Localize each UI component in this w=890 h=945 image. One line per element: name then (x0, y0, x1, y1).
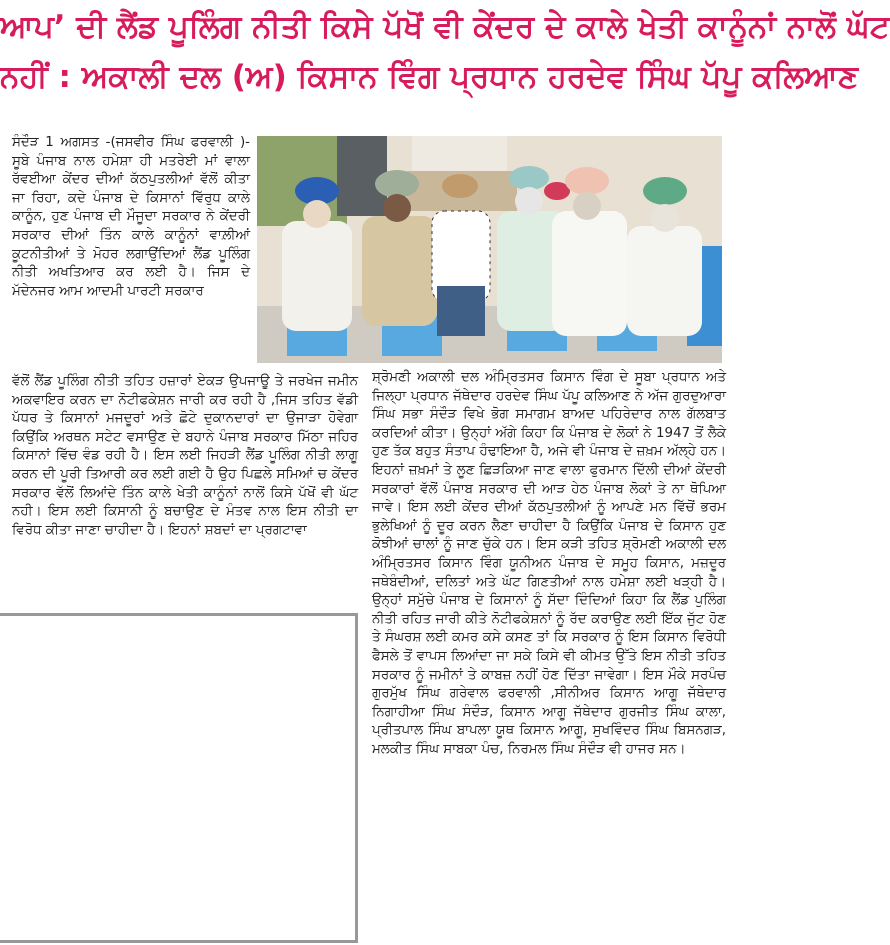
headline-line-1: ਆਪ’ ਦੀ ਲੈਂਡ ਪੂਲਿੰਗ ਨੀਤੀ ਕਿਸੇ ਪੱਖੋਂ ਵੀ ਕੇਂਦਰ ਦੇ ਕਾਲੇ ਖੇਤੀ ਕਾਨੂੰਨਾਂ ਨਾਲੋਂ ਘੱਟ (0, 9, 890, 45)
article-body-left-top: ਸੰਦੌੜ 1 ਅਗਸਤ -(ਜਸਵੀਰ ਸਿੰਘ ਫਰਵਾਲੀ )- ਸੂਬੇ ਪੰਜਾਬ ਨਾਲ ਹਮੇਸ਼ਾ ਹੀ ਮਤਰੇਈ ਮਾਂ ਵਾਲਾ ਰੱਵਈਆ ਕੇਂਦਰ ਦੀਆਂ ਕੱਠਪੁਤਲੀਆਂ ਵੱਲੋਂ ਕੀਤਾ ਜਾ ਰਿਹਾ, ਕਦੇ ਪੰਜਾਬ ਦੇ ਕਿਸਾਨਾਂ ਵਿੱਰੁਧ ਕਾਲੇ ਕਾਨੂੰਨ, ਹੁਣ ਪੰਜਾਬ ਦੀ ਮੌਜੂਦਾ ਸਰਕਾਰ ਨੇ ਕੇਂਦਰੀ ਸਰਕਾਰ ਦੀਆਂ ਤਿੰਨ ਕਾਲੇ ਕਾਨੂੰਨਾਂ ਵਾਲ਼ੀਆਂ ਕੂਟਨੀਤੀਆਂ ਤੇ ਮੋਹਰ ਲਗਾਉਂਦਿਆਂ ਲੈਂਡ ਪੂਲਿੰਗ ਨੀਤੀ ਅਖਤਿਆਰ ਕਰ ਲਈ ਹੈ। ਜਿਸ ਦੇ ਮੱਦੇਨਜਰ ਆਮ ਆਦਮੀ ਪਾਰਟੀ ਸਰਕਾਰ (12, 135, 250, 299)
blank-advertisement-box (0, 613, 358, 943)
article-body-right: ਸ਼੍ਰੋਮਣੀ ਅਕਾਲੀ ਦਲ ਅੰਮ੍ਰਿਤਸਰ ਕਿਸਾਨ ਵਿੰਗ ਦੇ ਸੂਬਾ ਪ੍ਰਧਾਨ ਅਤੇ ਜਿਲ੍ਹਾ ਪ੍ਰਧਾਨ ਜੱਥੇਦਾਰ ਹਰਦੇਵ ਸਿੰਘ ਪੱਪੂ ਕਲਿਆਣ ਨੇ ਅੱਜ ਗੁਰਦੁਆਰਾ ਸਿੰਘ ਸਭਾ ਸੰਦੌੜ ਵਿਖੇ ਭੋਗ ਸਮਾਗਮ ਬਾਅਦ ਪਹਿਰੇਦਾਰ ਨਾਲ ਗੱਲਬਾਤ ਕਰਦਿਆਂ ਕੀਤਾ। ਉਨ੍ਹਾਂ ਅੱਗੇ ਕਿਹਾ ਕਿ ਪੰਜਾਬ ਦੇ ਲੋਕਾਂ ਨੇ 1947 ਤੋਂ ਲੈਕੇ ਹੁਣ ਤੱਕ ਬਹੁਤ ਸੰਤਾਪ ਹੰਢਾਇਆ ਹੈ, ਅਜੇ ਵੀ ਪੰਜਾਬ ਦੇ ਜ਼ਖ਼ਮ ਅੱਲ੍ਹੇ ਹਨ। ਇਹਨਾਂ ਜ਼ਖ਼ਮਾਂ ਤੇ ਲੂਣ ਛਿੜਕਿਆ ਜਾਣ ਵਾਲਾ ਫੁਰਮਾਨ ਦਿੱਲੀ ਦੀਆਂ ਕੇਂਦਰੀ ਸਰਕਾਰਾਂ ਵੱਲੋਂ ਪੰਜਾਬ ਸਰਕਾਰ ਦੀ ਆੜ ਹੇਠ ਪੰਜਾਬ ਲੋਕਾਂ ਤੇ ਨਾ ਥੋਪਿਆ ਜਾਵੇ। ਇਸ ਲਈ ਕੇਂਦਰ ਦੀਆਂ ਕੱਠਪੁਤਲੀਆਂ ਨੂੰ ਆਪਣੇ ਮਨ ਵਿੱਚੋਂ ਭਰਮ ਭੁਲੇਖਿਆਂ ਨੂੰ ਦੂਰ ਕਰਨ ਲੈਣਾ ਚਾਹੀਦਾ ਹੈ ਕਿਉਂਕਿ ਪੰਜਾਬ ਦੇ ਕਿਸਾਨ ਹੁਣ ਕੋਝੀਆਂ ਚਾਲਾਂ ਨੂੰ ਜਾਣ ਚੁੱਕੇ ਹਨ। ਇਸ ਕੜੀ ਤਹਿਤ ਸ਼੍ਰੋਮਣੀ ਅਕਾਲੀ ਦਲ ਅੰਮ੍ਰਿਤਸਰ ਕਿਸਾਨ ਵਿੰਗ ਯੂਨੀਅਨ ਪੰਜਾਬ ਦੇ ਸਮੂਹ ਕਿਸਾਨ, ਮਜ਼ਦੂਰ ਜਥੇਬੰਦੀਆਂ, ਦਲਿਤਾਂ ਅਤੇ ਘੱਟ ਗਿਣਤੀਆਂ ਨਾਲ ਹਮੇਸ਼ਾ ਲਈ ਖੜ੍ਹੀ ਹੈ। ਉਨ੍ਹਾਂ ਸਮੁੱਚੇ ਪੰਜਾਬ ਦੇ ਕਿਸਾਨਾਂ ਨੂੰ ਸੱਦਾ ਦਿੰਦਿਆਂ ਕਿਹਾ ਕਿ ਲੈਂਡ ਪੁਲਿੰਗ ਨੀਤੀ ਰਹਿਤ ਜਾਰੀ ਕੀਤੇ ਨੋਟੀਫਕੇਸ਼ਨਾਂ ਨੂੰ ਰੱਦ ਕਰਾਉਣ ਲਈ ਇੱਕ ਜੁੱਟ ਹੋਣ ਤੇ ਸੰਘਰਸ਼ ਲਈ ਕਮਰ ਕਸੇ ਕਸਣ ਤਾਂ ਕਿ ਸਰਕਾਰ ਨੂੰ ਇਸ ਕਿਸਾਨ ਵਿਰੋਧੀ ਫੈਸਲੇ ਤੋਂ ਵਾਪਸ ਲਿਆਂਦਾ ਜਾ ਸਕੇ ਕਿਸੇ ਵੀ ਕੀਮਤ ਉੱਤੇ ਇਸ ਨੀਤੀ ਤਹਿਤ ਸਰਕਾਰ ਨੂੰ ਜਮੀਨਾਂ ਤੇ ਕਾਬਜ਼ ਨਹੀਂ ਹੋਣ ਦਿੱਤਾ ਜਾਵੇਗਾ। ਇਸ ਮੌਕੇ ਸਰਪੰਚ ਗੁਰਮੁੱਖ ਸਿੰਘ ਗਰੇਵਾਲ ਫਰਵਾਲੀ ,ਸੀਨੀਅਰ ਕਿਸਾਨ ਆਗੂ ਜੱਥੇਦਾਰ ਨਿਗਾਹੀਆ ਸਿੰਘ ਸੰਦੌੜ, ਕਿਸਾਨ ਆਗੂ ਜੱਥੇਦਾਰ ਗੁਰਜੀਤ ਸਿੰਘ ਕਾਲਾ, ਪ੍ਰੀਤਪਾਲ ਸਿੰਘ ਬਾਪਲਾ ਯੂਥ ਕਿਸਾਨ ਆਗੂ, ਸੁਖਵਿੰਦਰ ਸਿੰਘ ਬਿਸਨਗੜ, ਮਲਕੀਤ ਸਿੰਘ ਸਾਬਕਾ ਪੰਚ, ਨਿਰਮਲ ਸਿੰਘ ਸੰਦੌੜ ਵੀ ਹਾਜਰ ਸਨ। (372, 370, 726, 757)
article-photo (257, 136, 722, 363)
article-body-left-wide: ਵੱਲੋਂ ਲੈਂਡ ਪੂਲਿੰਗ ਨੀਤੀ ਤਹਿਤ ਹਜ਼ਾਰਾਂ ਏਕੜ ਉਪਜਾਊ ਤੇ ਜਰਖੇਜ ਜਮੀਨ ਅਕਵਾਇਰ ਕਰਨ ਦਾ ਨੋਟੀਫਕੇਸ਼ਨ ਜਾਰੀ ਕਰ ਰਹੀ ਹੈ ,ਜਿਸ ਤਹਿਤ ਵੱਡੀ ਪੱਧਰ ਤੇ ਕਿਸਾਨਾਂ ਮਜਦੂਰਾਂ ਅਤੇ ਛੋਟੇ ਦੁਕਾਨਦਾਰਾਂ ਦਾ ਉਜਾੜਾ ਹੋਵੇਗਾ ਕਿਉਂਕਿ ਅਰਥਨ ਸਟੇਟ ਵਸਾਉਣ ਦੇ ਬਹਾਨੇ ਪੰਜਾਬ ਸਰਕਾਰ ਮਿੱਠਾ ਜਹਿਰ ਕਿਸਾਨਾਂ ਵਿੱਚ ਵੰਡ ਰਹੀ ਹੈ। ਇਸ ਲਈ ਜਿਹੜੀ ਲੈਂਡ ਪੂਲਿੰਗ ਨੀਤੀ ਲਾਗੂ ਕਰਨ ਦੀ ਪੂਰੀ ਤਿਆਰੀ ਕਰ ਲਈ ਗਈ ਹੈ ਉਹ ਪਿਛਲੇ ਸਮਿਆਂ ਚ ਕੇਂਦਰ ਸਰਕਾਰ ਵੱਲੋਂ ਲਿਆਂਦੇ ਤਿੰਨ ਕਾਲੇ ਖੇਤੀ ਕਾਨੂੰਨਾਂ ਨਾਲੋਂ ਕਿਸੇ ਪੱਖੋਂ ਵੀ ਘੱਟ ਨਹੀ। ਇਸ ਲਈ ਕਿਸਾਨੀ ਨੂੰ ਬਚਾਉਣ ਦੇ ਮੰਤਵ ਨਾਲ ਇਸ ਨੀਤੀ ਦਾ ਵਿਰੋਧ ਕੀਤਾ ਜਾਣਾ ਚਾਹੀਦਾ ਹੈ। ਇਹਨਾਂ ਸ਼ਬਦਾਂ ਦਾ ਪ੍ਰਗਟਾਵਾ (12, 374, 358, 538)
headline-line-2: ਨਹੀਂ : ਅਕਾਲੀ ਦਲ (ਅ) ਕਿਸਾਨ ਵਿੰਗ ਪ੍ਰਧਾਨ ਹਰਦੇਵ ਸਿੰਘ ਪੱਪੂ ਕਲਿਆਣ (0, 59, 859, 95)
headline (0, 2, 890, 102)
group-photo-illustration (257, 136, 722, 363)
